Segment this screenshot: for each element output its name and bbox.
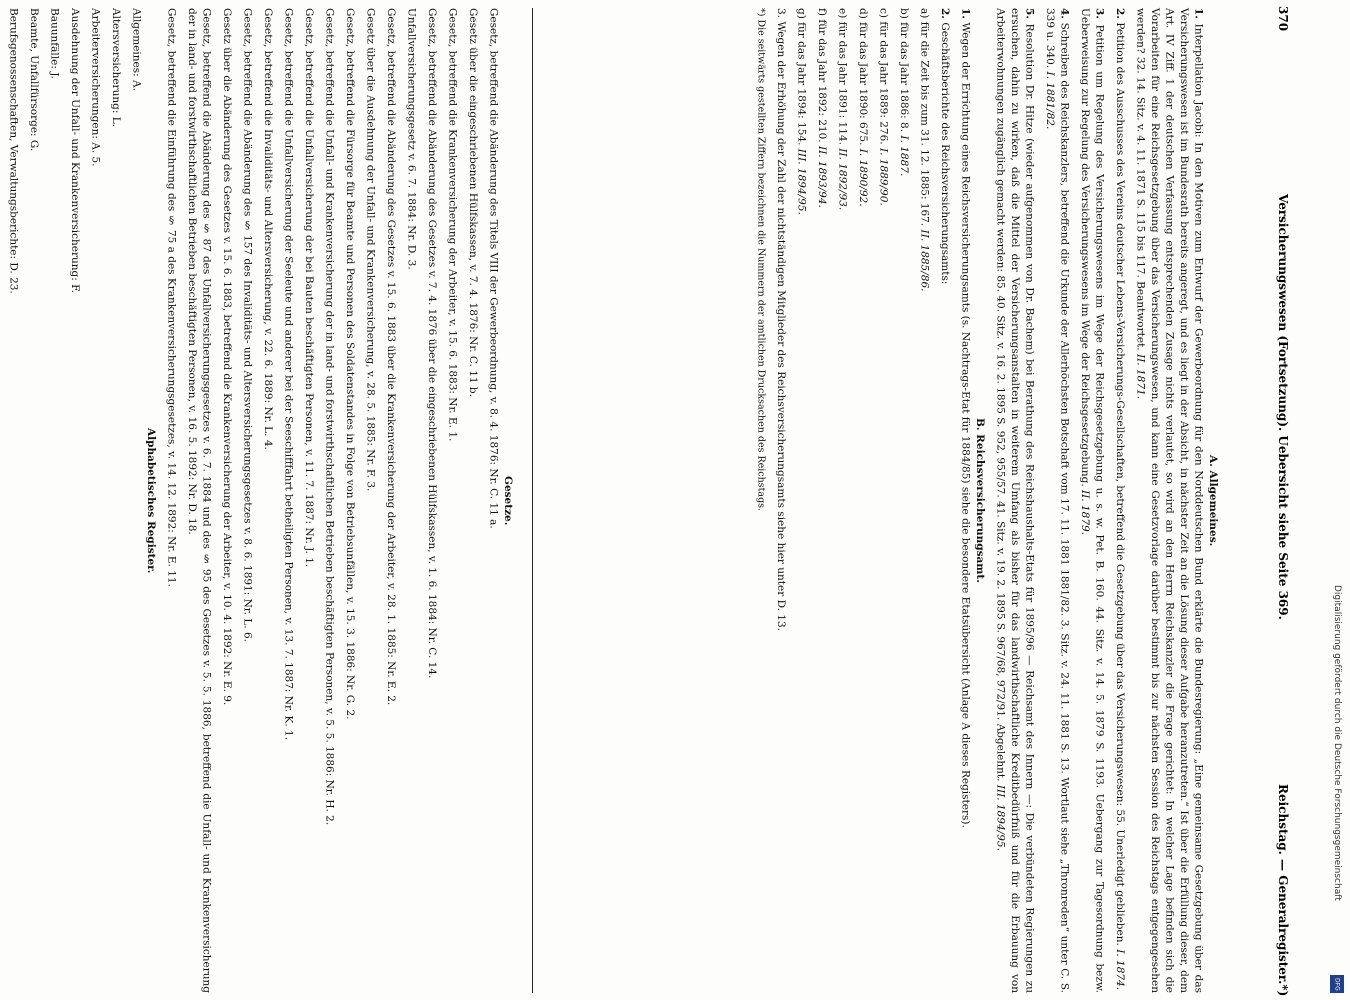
report-entry [876,8,891,993]
report-entry [897,8,912,993]
law-entry: Gesetz, betreffend die Unfallversicherung der bei Bauten beschäftigten Personen, v. 11. 7. 1887: Nr. J. 1. [303,8,315,568]
register-entry: Arbeiterversicherungen: A. 5. [89,8,102,167]
law-entry: Gesetz, betreffend die Abänderung des Gesetzes v. 7. 4. 1876 über die eingeschriebenen Hülfskassen, v. 1. 6. 1884: Nr. C. 14. [426,8,438,679]
item-text: Petition des Ausschusses des Vereins deutscher Lebens-Versicherungs-Gesellschaften, betreffend die Gesetzgebung über das Versicherungswesen: 55. Unerledigt geblieben. [1114,22,1126,946]
list-item [993,8,1037,993]
report-margin-ref: II. 1885/86. [918,229,931,292]
register-heading: Alphabetisches Register. [145,427,157,574]
right-column [548,8,1220,993]
item-number: 1. [1192,8,1205,19]
law-entry: Gesetz, betreffend die Unfallversicherung der Seeleute und anderer bei der Seeschifffahrt betheiligten Personen, v. 13. 7. 1887: Nr. K. 1. [282,8,295,741]
register-entry: Berufsgenossenschaften, Verwaltungsberichte: D. 23. [7,8,20,294]
left-column [7,8,515,993]
law-entry: Gesetz, betreffend die Fürsorge für Beamte und Personen des Soldatenstandes in Folge von Betriebsunfällen, v. 15. 3. 1886: Nr. G. 2. [344,8,356,720]
list-item [938,8,953,993]
report-label: d) für das Jahr 1890: 675. [857,8,869,146]
left-running-title: Versicherungswesen (Fortsetzung). Uebersicht siehe Seite 369. [1276,194,1290,621]
law-entry: Gesetz, betreffend die Abänderung des Gesetzes v. 15. 6. 1883 über die Krankenversicherung der Arbeiter, v. 28. 1. 1885: Nr. E. 2. [385,8,397,706]
register-entry: Beamte, Unfallfürsorge: G. [28,8,40,152]
report-entry [917,8,932,993]
law-entry: Gesetz, betreffend die Abänderung des § 87 des Unfallversicherungsgesetzes v. 6. 7. 1884 und des § 95 des Gesetzes v. 5. 5. 1886, betreffend die Unfall- und Krankenversicherung der in land- und forstwirthschaftlichen Betrieben beschäftigten Personen, v. 16. 5. 1892: Nr. D. 18. [186,8,213,993]
item-number: 2. [1114,8,1126,19]
law-entry: Gesetz, betreffend die Abänderung des Titels VIII der Gewerbeordnung, v. 8. 4. 1876: Nr. C. 11 a. [487,8,500,529]
report-margin-ref: I. 1887. [898,135,910,177]
item-number: 4. [1058,8,1071,19]
item-text: Geschäftsberichte des Reichsversicherungsamts: [939,22,951,285]
law-entry: Gesetz, betreffend die Abänderung des § 157 des Invaliditäts- und Altersversicherungsgesetzes v. 8. 6. 1891: Nr. L. 6. [241,8,254,643]
list-item [1133,8,1206,993]
item-number: 1. [959,8,972,19]
item-text: Wegen der Errichtung eines Reichsversicherungsamts (s. Nachtrags-Etat für 1884/85) siehe die besondere Etatsübersicht (Anlage A dieses Registers). [959,22,972,828]
list-item: 3. Wegen der Erhöhung der Zahl der nichtständigen Mitglieder des Reichsversicherungsamts siehe hier unter D. 13. [775,8,787,632]
report-margin-ref: I. 1889/90. [877,147,890,206]
list-item [1113,8,1128,993]
list-item [1078,8,1107,993]
item-number: 5. [1023,8,1036,19]
report-label: g) für das Jahr 1894: 154. [795,8,808,146]
register-entry: Altersversicherung: L. [110,8,122,128]
item-number: 2. [939,8,951,19]
report-margin-ref: II. 1892/93. [836,148,849,211]
page-number: 370 [1276,6,1290,32]
section-b-heading: B. Reichsversicherungsamt. [974,418,986,583]
right-running-title: Reichstag. — Generalregister.*) [1276,783,1290,996]
item-margin-ref: III. 1894/95. [994,784,1007,851]
report-entry [794,8,809,993]
item-text: Resolution Dr. Hitze (wieder aufgenommen von Dr. Bachem) bei Berathung des Reichshaushalts-Etats für 1895/96 — Reichsamt des Innern —: Die verbündeten Regierungen zu ersuchen, dahin zu wirken, daß die Mittel der Versicherungsanstalten in weiterem Umfang als bisher für das landwirthschaftliche Kreditbedürfniß und für die Erbauung von Arbeiterwohnungen zugänglich gemacht werden: 85. 40. Sitz. v. 16. 2. 1895 S. 952, 955/57. 41. Sitz. v. 19. 2. 1895 S. 967/68, 972/91. Abgelehnt. [994,8,1036,993]
law-entry: Gesetz, betreffend die Unfall- und Krankenversicherung der in land- und forstwirthschaftlichen Betrieben beschäftigten Personen, v. 5. 5. 1886: Nr. H. 2. [323,8,336,826]
law-entry: Gesetz, betreffend die Einführung des § 75 a des Krankenversicherungsgesetzes, v. 14. 12. 1892: Nr. E. 11. [165,8,178,587]
report-entry [835,8,850,993]
item-margin-ref: I. 1874. [1114,949,1126,991]
column-divider [532,8,533,993]
section-a-heading: A. Allgemeines. [1207,454,1219,547]
register-entry: Allgemeines: A. [130,8,143,91]
register-entry: Bauunfälle: J. [48,8,61,79]
report-entry [856,8,871,993]
report-margin-ref: I. 1890/92. [857,148,869,207]
report-margin-ref: II. 1893/94. [816,145,828,208]
list-item [1043,8,1072,993]
laws-heading: Gesetze. [502,475,514,526]
report-label: f) für das Jahr 1892: 210. [816,8,828,143]
list-item [958,8,973,993]
digitization-credit: Digitalisierung gefördert durch die Deutsche Forschungsgemeinschaft [1332,585,1342,901]
item-margin-ref: II. 1879. [1079,490,1091,536]
law-entry: Gesetz, betreffend die Invaliditäts- und Altersversicherung, v. 22. 6. 1889: Nr. L. 4. [262,8,274,450]
report-label: a) für die Zeit bis zum 31. 12. 1885: 167. [918,8,931,227]
law-entry: Gesetz über die Ausdehnung der Unfall- und Krankenversicherung, v. 28. 5. 1885: Nr. F. 3. [364,8,377,492]
report-entry [815,8,830,993]
law-entry: Unfallversicherungsgesetz v. 6. 7. 1884: Nr. D. 3. [405,8,418,270]
law-entry: Gesetz, betreffend die Krankenversicherung der Arbeiter, v. 15. 6. 1883: Nr. E. 1. [446,8,459,442]
dfg-logo: DFG [1330,975,1344,993]
report-margin-ref: III. 1894/95. [795,148,808,215]
register-entry: Ausdehnung der Unfall- und Krankenversicherung: F. [69,8,81,294]
item-text: Interpellation Jacobi: In den Motiven zum Entwurf der Gewerbeordnung für den Norddeutschen Bund erklärte die Bundesregierung: „Eine gemeinsame Gesetzgebung über das Versicherungswesen ist im Bundesrath bereits angeregt, und es liegt in der Absicht, in nächster Zeit an die Lösung dieser Aufgabe heranzutreten.“ Ist über die Erfüllung dieser, dem Art. IV Ziff. 1 der deutschen Verfassung entsprechenden Zusage nichts verlautet, so wird an den Herrn Reichskanzler die Frage gerichtet: In welcher Lage befinden sich die Vorarbeiten für eine Reichsgesetzgebung über das Versicherungswesen, und kann eine Gesetzvorlage darüber bestimmt bis zur nächsten Session des Reichstags entgegengesehen werden? 32. 14. Sitz. v. 4. 11. 1871 S. 115 bis 117. Beantwortet. [1134,8,1205,993]
page-header [1268,6,1290,996]
law-entry: Gesetz über die eingeschriebenen Hülfskassen, v. 7. 4. 1876: Nr. C. 11 b. [467,8,479,397]
report-label: e) für das Jahr 1891: 114. [836,8,849,145]
report-label: c) für das Jahr 1889: 276. [877,8,890,145]
item-text: Petition um Regelung des Versicherungswesens im Wege der Reichsgesetzgebung u. s. w. Pet. B. 160. 44. Sitz. v. 14. 5. 1879 S. 1193. Uebergang zur Tagesordnung bezw. Ueberweisung zur Regelung des Versicherungswesens im Wege der Reichsgesetzgebung. [1079,8,1106,993]
report-label: b) für das Jahr 1886: 8. [898,8,910,133]
item-margin-ref: I. 1881/82. [1044,71,1056,130]
item-margin-ref: II. 1871. [1134,353,1147,400]
item-text: Schreiben des Reichskanzlers, betreffend die Urkunde der Allerhöchsten Botschaft vom 17. 11. 1881 1881/82. 3. Sitz. v. 24. 11. 1881 S. 13. Wortlaut siehe „Thronreden“ unter C. S. 339 u. 340. [1044,8,1071,993]
law-entry: Gesetz über die Abänderung des Gesetzes v. 15. 6. 1883, betreffend die Krankenversicherung der Arbeiter, v. 10. 4. 1892: Nr. E. 9. [221,8,233,706]
footnote: *) Die seitwärts gestellten Ziffern bezeichnen die Nummern der amtlichen Drucksachen des Reichstags. [755,8,767,512]
item-number: 3. [1093,8,1106,19]
